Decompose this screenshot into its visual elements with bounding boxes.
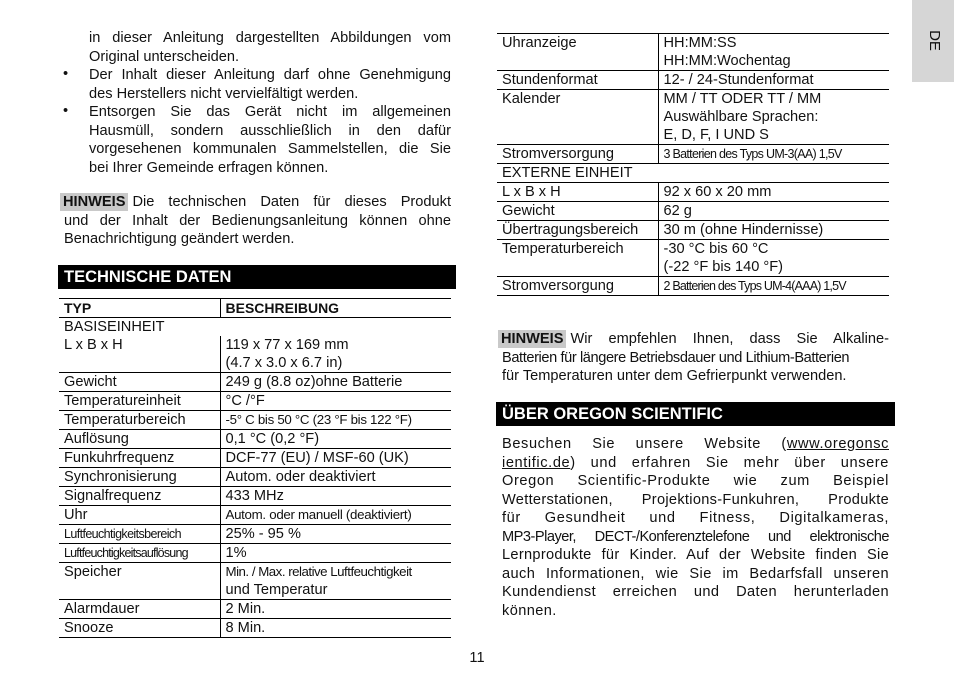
hinweis-text: Benachrichtigung geändert werden. [64, 231, 295, 247]
language-code: DE [925, 30, 943, 51]
table-row [59, 354, 451, 373]
bullet-line: des Herstellers nicht vervielfältigt werden. [89, 85, 359, 102]
table-cell: Uhranzeige [497, 34, 658, 53]
table-cell: (-22 °F bis 140 °F) [658, 258, 889, 277]
about-text [502, 435, 889, 620]
table-cell: Temperatureinheit [59, 392, 220, 411]
table-row [59, 525, 451, 544]
table-cell: -5° C bis 50 °C (23 °F bis 122 °F) [220, 411, 451, 430]
table-cell: Funkuhrfrequenz [59, 449, 220, 468]
table-row [59, 487, 451, 506]
hinweis-note [60, 193, 451, 249]
table-cell: Autom. oder manuell (deaktiviert) [220, 506, 451, 525]
bullet-line: Entsorgen Sie das Gerät nicht im allgemeinen [89, 104, 451, 120]
table-row [59, 373, 451, 392]
table-cell: Min. / Max. relative Luftfeuchtigkeit [225, 564, 412, 579]
intro-line: in dieser Anleitung dargestellten Abbildungen vom [89, 30, 451, 46]
table-row [497, 34, 889, 53]
hinweis-note-batteries [498, 330, 889, 386]
bullet-line: Hausmüll, sondern ausschließlich in den dafür [89, 122, 451, 139]
table-cell: 3 Batterien des Typs UM-3(AA) 1,5V [658, 145, 889, 164]
table-cell: Gewicht [497, 202, 658, 221]
table-cell: 2 Batterien des Typs UM-4(AAA) 1,5V [658, 277, 889, 296]
hinweis-label: HINWEIS [60, 193, 128, 211]
table-cell: 1% [220, 544, 451, 563]
table-cell: 2 Min. [220, 600, 451, 619]
table-cell: Alarmdauer [59, 600, 220, 619]
table-row [59, 449, 451, 468]
table-row [59, 581, 451, 600]
website-link[interactable]: www.oregonsc [786, 436, 889, 452]
table-cell: Stromversorgung [497, 277, 658, 296]
table-cell: Snooze [59, 619, 220, 638]
table-row [59, 600, 451, 619]
table-row [59, 430, 451, 449]
table-row [497, 183, 889, 202]
table-header-row [59, 299, 451, 318]
table-row [497, 108, 889, 126]
table-row [59, 619, 451, 638]
table-row [497, 145, 889, 164]
table-cell: 62 g [658, 202, 889, 221]
table-cell: Uhr [59, 506, 220, 525]
hinweis-text: Wir empfehlen Ihnen, dass Sie Alkaline- [570, 331, 889, 347]
table-row [497, 258, 889, 277]
table-group-label: EXTERNE EINHEIT [497, 164, 889, 183]
table-cell: HH:MM:Wochentag [658, 52, 889, 71]
table-row [497, 71, 889, 90]
section-title-ueber-oregon: ÜBER OREGON SCIENTIFIC [496, 402, 895, 426]
table-cell: Übertragungsbereich [497, 221, 658, 240]
table-cell: HH:MM:SS [658, 34, 889, 53]
table-cell: 8 Min. [220, 619, 451, 638]
table-cell: Stromversorgung [497, 145, 658, 164]
table-row [59, 411, 451, 430]
about-text-span: ) und erfahren Sie mehr über unsere [570, 454, 889, 471]
table-cell: Kalender [497, 90, 658, 109]
table-cell: Auswählbare Sprachen: [663, 109, 819, 125]
table-row [497, 202, 889, 221]
language-tab [912, 0, 954, 82]
table-cell: 30 m (ohne Hindernisse) [658, 221, 889, 240]
bullet-item [89, 103, 451, 177]
about-line: können. [502, 602, 557, 619]
table-row [59, 506, 451, 525]
about-line: MP3-Player, DECT-/Konferenztelefone und elektronische [502, 528, 889, 545]
table-cell: (4.7 x 3.0 x 6.7 in) [220, 354, 451, 373]
table-row [59, 392, 451, 411]
table-cell: Luftfeuchtigkeitsauflösung [59, 544, 220, 563]
table-row [59, 563, 451, 582]
table-row [497, 90, 889, 109]
table-row [59, 336, 451, 354]
spec-table-externe-einheit [497, 33, 889, 296]
table-cell: und Temperatur [220, 581, 451, 600]
table-cell [497, 258, 658, 277]
table-cell: Stundenformat [497, 71, 658, 90]
table-header-cell: TYP [59, 299, 220, 318]
table-cell: °C /°F [220, 392, 451, 411]
table-cell: 92 x 60 x 20 mm [658, 183, 889, 202]
table-group-row [497, 164, 889, 183]
table-cell: 0,1 °C (0,2 °F) [220, 430, 451, 449]
table-cell: Speicher [59, 563, 220, 582]
about-text-span: Besuchen Sie unsere Website ( [502, 436, 787, 452]
table-cell: Signalfrequenz [59, 487, 220, 506]
hinweis-label: HINWEIS [498, 330, 566, 348]
table-row [59, 468, 451, 487]
spec-table-basiseinheit [59, 298, 451, 638]
table-group-label: BASISEINHEIT [64, 319, 165, 335]
bullet-marker: • [63, 66, 69, 82]
hinweis-text: für Temperaturen unter dem Gefrierpunkt verwenden. [502, 368, 847, 384]
table-cell: 433 MHz [220, 487, 451, 506]
table-cell: Synchronisierung [59, 468, 220, 487]
about-line: Kundendienst erreichen und Daten herunterladen [502, 584, 889, 600]
bullet-line: vorgesehenen kommunalen Sammelstellen, die Sie [89, 141, 451, 157]
table-cell: Autom. oder deaktiviert [220, 468, 451, 487]
table-cell [59, 354, 220, 373]
table-cell: MM / TT ODER TT / MM [663, 91, 822, 107]
table-row [497, 277, 889, 296]
table-cell [59, 581, 220, 600]
table-cell: E, D, F, I UND S [658, 126, 889, 145]
table-cell: Temperaturbereich [497, 240, 658, 259]
about-line: für Gesundheit und Fitness, Digitalkameras, [502, 510, 889, 526]
website-link-continued[interactable]: ientific.de [502, 454, 571, 471]
table-row [497, 240, 889, 259]
table-cell: Luftfeuchtigkeitsbereich [59, 525, 220, 544]
intro-line: Original unterscheiden. [89, 48, 240, 65]
table-cell [497, 52, 658, 71]
hinweis-text: Batterien für längere Betriebsdauer und Lithium-Batterien [502, 349, 850, 366]
about-line: Lernprodukte für Kinder. Auf der Website finden Sie [502, 547, 889, 563]
table-cell: 119 x 77 x 169 mm [225, 337, 349, 353]
table-cell: 12- / 24-Stundenformat [658, 71, 889, 90]
table-cell: Temperaturbereich [59, 411, 220, 430]
table-cell [497, 108, 658, 126]
table-cell [497, 126, 658, 145]
table-cell: 25% - 95 % [220, 525, 451, 544]
table-cell: Gewicht [59, 373, 220, 392]
page-number: 11 [469, 650, 485, 666]
table-row [497, 221, 889, 240]
table-cell: -30 °C bis 60 °C [663, 241, 769, 257]
table-cell: L x B x H [59, 336, 220, 354]
intro-text [89, 29, 451, 66]
table-row [497, 126, 889, 145]
section-title-technische-daten: TECHNISCHE DATEN [58, 265, 456, 289]
table-header-cell: BESCHREIBUNG [220, 299, 451, 318]
bullet-item [89, 66, 451, 103]
table-cell: 249 g (8.8 oz)ohne Batterie [220, 373, 451, 392]
table-row [497, 52, 889, 71]
bullet-line: bei Ihrer Gemeinde erfragen können. [89, 159, 329, 176]
table-cell: L x B x H [497, 183, 658, 202]
about-line: auch Informationen, wie Sie im Bedarfsfall unseren [502, 565, 889, 582]
hinweis-text: Die technischen Daten für dieses Produkt [132, 194, 451, 210]
table-cell: Auflösung [59, 430, 220, 449]
table-group-row [59, 318, 451, 337]
table-cell: DCF-77 (EU) / MSF-60 (UK) [220, 449, 451, 468]
table-row [59, 544, 451, 563]
hinweis-text: und der Inhalt der Bedienungsanleitung können ohne [64, 212, 451, 229]
bullet-line: Der Inhalt dieser Anleitung darf ohne Genehmigung [89, 67, 451, 83]
bullet-marker: • [63, 103, 69, 119]
about-line: Wetterstationen, Projektions-Funkuhren, Produkte [502, 491, 889, 508]
about-line: Oregon Scientific-Produkte wie zum Beispiel [502, 473, 889, 489]
